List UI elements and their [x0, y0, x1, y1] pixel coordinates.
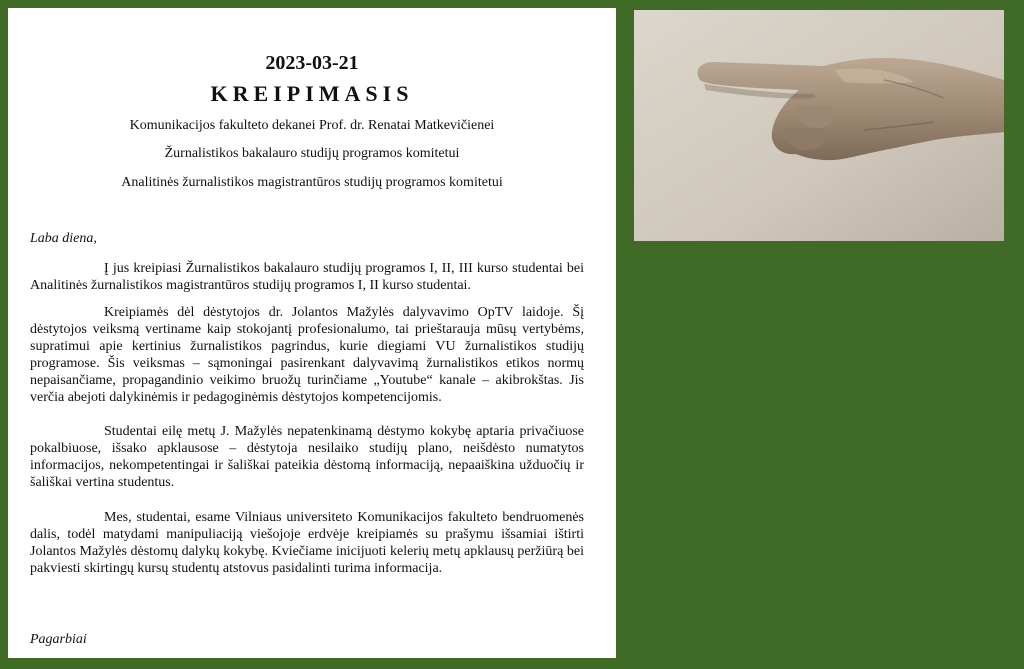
letter-paragraph-3: Studentai eilę metų J. Mažylės nepatenkinamą dėstymo kokybę aptaria privačiuose pokalbiuose, išsako apklausose – dėstytoja nesilaiko studijų plano, neišdėsto numatytos informacijos, nekompetentingai ir šališkai pateikia dėstomą informaciją, nepaaiškina užduočių ir šališkai vertina studentus. — [30, 424, 584, 490]
letter-paragraph-2: Kreipiamės dėl dėstytojos dr. Jolantos Mažylės dalyvavimo OpTV laidoje. Šį dėstytojos veiksmą vertiname kaip stokojantį profesionalumo, tai prieštarauja mūsų vertybėms, supratimui apie kertinius žurnalistikos pagrindus, kurie diegiami VU žurnalistikos studijų programose. Šis veiksmas – sąmoningai pasirenkant dalyvavimą žurnalistikos etikos normų nepaisančiame, propagandinio veikimo bruožų turinčiame „Youtube“ kanale – akibrokštas. Jis verčia abejoti dalykinėmis ir pedagoginėmis dėstytojos kompetencijomis. — [30, 305, 584, 405]
letter-greeting: Laba diena, — [30, 231, 97, 246]
pointing-hand-icon — [634, 10, 1004, 241]
letter-closing: Pagarbiai — [30, 632, 87, 647]
letter-paragraph-4: Mes, studentai, esame Vilniaus universiteto Komunikacijos fakulteto bendruomenės dalis, todėl matydami manipuliaciją viešojoje erdvėje kreipiamės su prašymu išsamiai ištirti Jolantos Mažylės dėstomų dalykų kokybę. Kviečiame inicijuoti kelerių metų apklausų peržiūrą bei pakviesti skirtingų kursų studentų atstovus pasidalinti turima informacija. — [30, 510, 584, 576]
letter-document — [8, 8, 616, 658]
letter-paragraph-1: Į jus kreipiasi Žurnalistikos bakalauro studijų programos I, II, III kurso studentai bei Analitinės žurnalistikos magistrantūros studijų programos I, II kurso studentai. — [30, 261, 584, 293]
recipient-bachelor-committee: Žurnalistikos bakalauro studijų programos komitetui — [164, 146, 460, 161]
recipient-dean: Komunikacijos fakulteto dekanei Prof. dr. Renatai Matkevičienei — [129, 118, 495, 133]
pointing-hand-photo — [634, 10, 1004, 241]
recipient-master-committee: Analitinės žurnalistikos magistrantūros studijų programos komitetui — [121, 175, 503, 190]
letter-title: KREIPIMASIS — [210, 81, 414, 106]
letter-date: 2023-03-21 — [265, 52, 359, 74]
